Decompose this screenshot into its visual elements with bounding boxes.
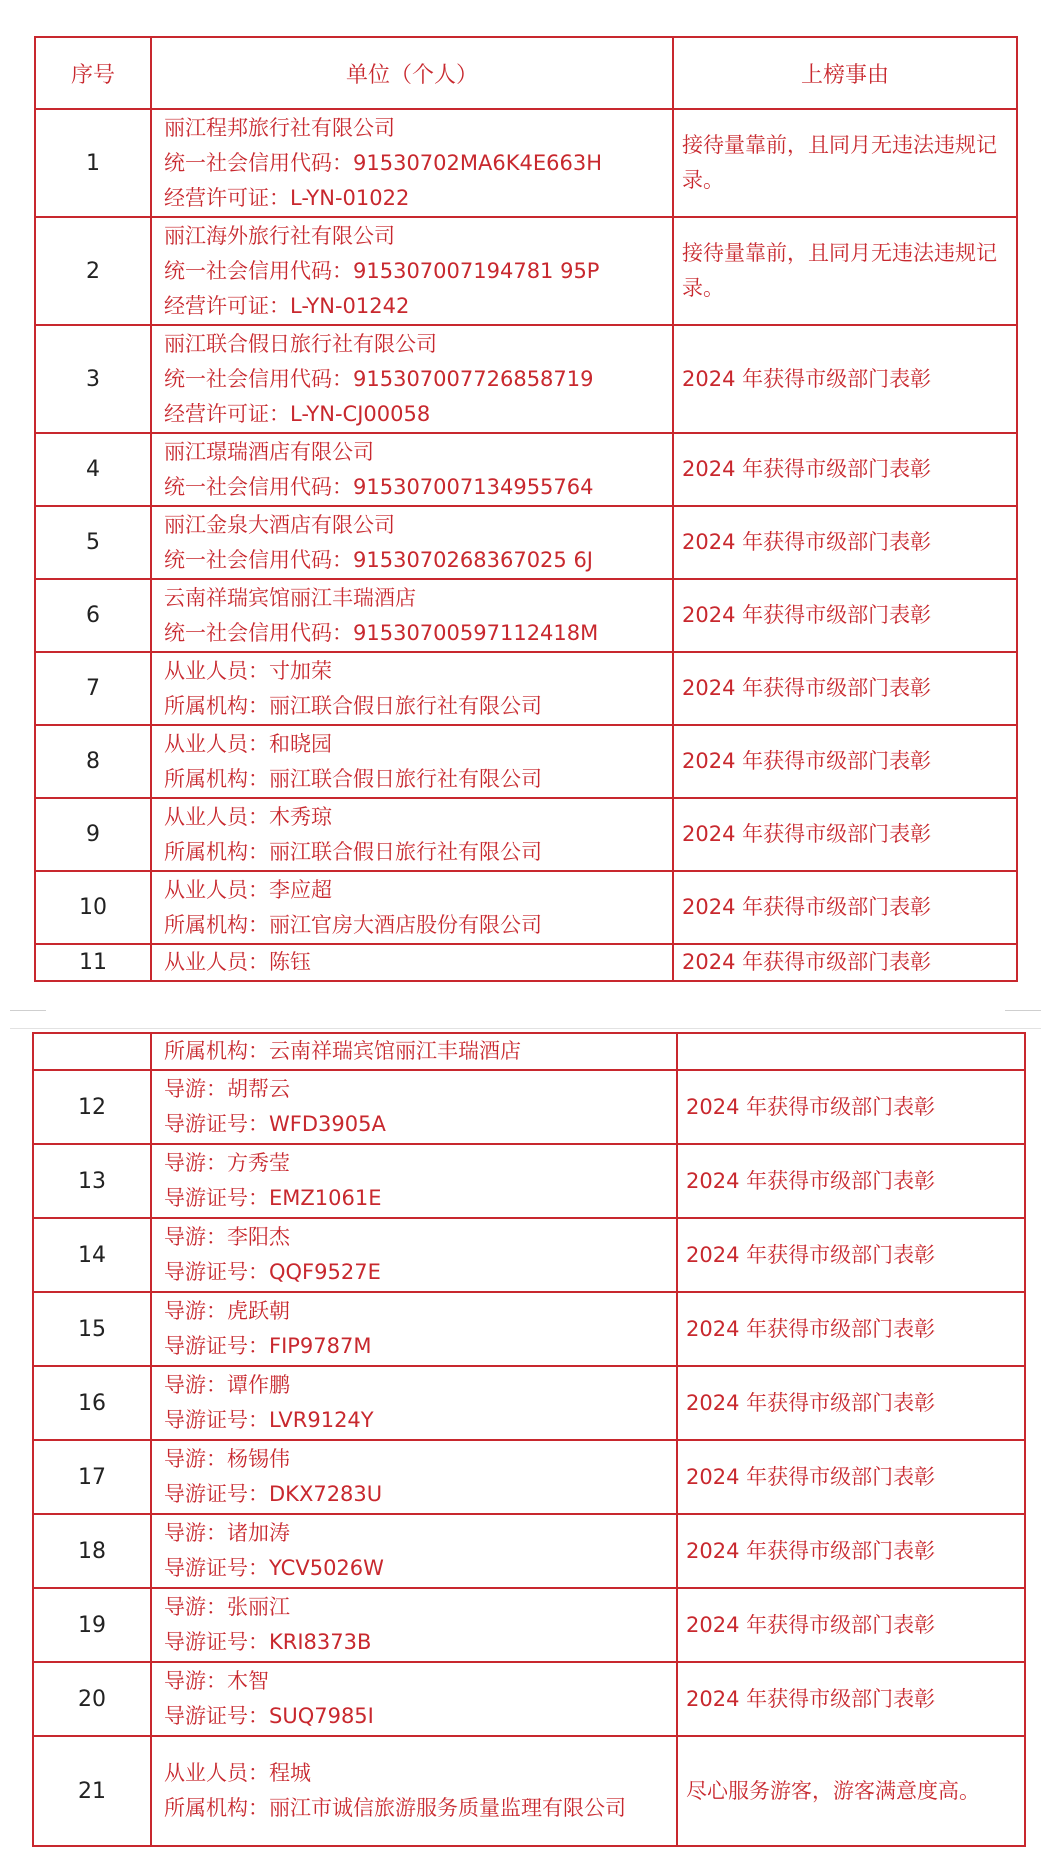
row-seq: 4 <box>35 433 151 506</box>
row-unit <box>151 1736 677 1846</box>
page-edge-mark <box>10 1010 46 1011</box>
row-unit <box>151 652 673 725</box>
table-row <box>35 652 1017 725</box>
unit-line: 统一社会信用代码：9153070268367025 6J <box>164 547 594 572</box>
row-reason <box>673 109 1017 217</box>
table-row <box>35 579 1017 652</box>
unit-line: 从业人员：寸加荣 <box>164 658 332 683</box>
row-reason: 尽心服务游客，游客满意度高。 <box>677 1736 1025 1846</box>
page-edge-mark <box>1005 1010 1041 1011</box>
table-row <box>33 1292 1025 1366</box>
unit-line: 导游：李阳杰 <box>164 1225 290 1249</box>
unit-line: 丽江金泉大酒店有限公司 <box>164 512 395 537</box>
unit-line: 导游：诸加涛 <box>164 1521 290 1545</box>
page-break <box>0 994 1051 1030</box>
row-seq: 11 <box>35 944 151 981</box>
unit-line: 导游：虎跃朝 <box>164 1299 290 1323</box>
table-row <box>35 325 1017 433</box>
row-seq: 20 <box>33 1662 151 1736</box>
unit-line: 所属机构：云南祥瑞宾馆丽江丰瑞酒店 <box>164 1039 521 1063</box>
row-unit <box>151 944 673 981</box>
unit-line: 导游：胡帮云 <box>164 1077 290 1101</box>
row-seq: 1 <box>35 109 151 217</box>
row-reason: 2024 年获得市级部门表彰 <box>677 1588 1025 1662</box>
table-row <box>35 944 1017 981</box>
row-reason: 2024 年获得市级部门表彰 <box>677 1366 1025 1440</box>
unit-line: 所属机构：丽江联合假日旅行社有限公司 <box>164 693 542 718</box>
row-reason <box>677 1033 1025 1070</box>
row-unit <box>151 1033 677 1070</box>
unit-line: 丽江联合假日旅行社有限公司 <box>164 331 437 356</box>
table-row-continued <box>33 1033 1025 1070</box>
row-seq: 2 <box>35 217 151 325</box>
unit-line: 导游：木智 <box>164 1669 269 1693</box>
unit-line: 丽江璟瑞酒店有限公司 <box>164 439 374 464</box>
unit-line: 所属机构：丽江市诚信旅游服务质量监理有限公司 <box>164 1796 626 1820</box>
table-row <box>35 798 1017 871</box>
row-unit <box>151 506 673 579</box>
table-row <box>33 1736 1025 1846</box>
row-seq: 17 <box>33 1440 151 1514</box>
row-reason: 2024 年获得市级部门表彰 <box>673 871 1017 944</box>
row-unit <box>151 725 673 798</box>
row-reason: 2024 年获得市级部门表彰 <box>677 1440 1025 1514</box>
row-unit <box>151 1292 677 1366</box>
unit-line: 导游证号：DKX7283U <box>164 1482 383 1506</box>
unit-line: 丽江海外旅行社有限公司 <box>164 223 395 248</box>
honor-table-part1 <box>34 36 1018 982</box>
header-unit: 单位（个人） <box>151 37 673 109</box>
row-reason: 2024 年获得市级部门表彰 <box>677 1144 1025 1218</box>
row-seq: 19 <box>33 1588 151 1662</box>
row-reason: 2024 年获得市级部门表彰 <box>677 1218 1025 1292</box>
row-reason: 2024 年获得市级部门表彰 <box>673 944 1017 981</box>
row-reason: 2024 年获得市级部门表彰 <box>677 1662 1025 1736</box>
unit-line: 导游证号：FIP9787M <box>164 1334 372 1358</box>
row-unit <box>151 871 673 944</box>
table-row <box>33 1070 1025 1144</box>
table-row <box>33 1514 1025 1588</box>
row-seq: 12 <box>33 1070 151 1144</box>
row-seq: 9 <box>35 798 151 871</box>
unit-line: 从业人员：程城 <box>164 1761 311 1785</box>
row-seq: 7 <box>35 652 151 725</box>
row-seq: 18 <box>33 1514 151 1588</box>
row-unit <box>151 579 673 652</box>
table-row <box>35 871 1017 944</box>
table-row <box>35 109 1017 217</box>
unit-line: 统一社会信用代码：915307007194781 95P <box>164 258 600 283</box>
unit-line: 经营许可证：L-YN-01242 <box>164 293 410 318</box>
unit-line: 导游：谭作鹏 <box>164 1373 290 1397</box>
unit-line: 导游证号：LVR9124Y <box>164 1408 374 1432</box>
unit-line: 从业人员：和晓园 <box>164 731 332 756</box>
header-reason: 上榜事由 <box>673 37 1017 109</box>
unit-line: 云南祥瑞宾馆丽江丰瑞酒店 <box>164 585 416 610</box>
unit-line: 经营许可证：L-YN-CJ00058 <box>164 401 431 426</box>
row-unit <box>151 1514 677 1588</box>
row-reason: 2024 年获得市级部门表彰 <box>673 725 1017 798</box>
unit-line: 从业人员：木秀琼 <box>164 804 332 829</box>
row-unit <box>151 1440 677 1514</box>
row-seq: 13 <box>33 1144 151 1218</box>
unit-line: 导游证号：YCV5026W <box>164 1556 384 1580</box>
row-seq: 16 <box>33 1366 151 1440</box>
row-unit <box>151 109 673 217</box>
row-unit <box>151 1662 677 1736</box>
unit-line: 统一社会信用代码：91530702MA6K4E663H <box>164 150 603 175</box>
table-row <box>33 1218 1025 1292</box>
unit-line: 所属机构：丽江联合假日旅行社有限公司 <box>164 766 542 791</box>
unit-line: 导游：杨锡伟 <box>164 1447 290 1471</box>
page-edge-line <box>10 1028 1041 1029</box>
unit-line: 导游证号：WFD3905A <box>164 1112 386 1136</box>
unit-line: 导游：张丽江 <box>164 1595 290 1619</box>
row-seq: 14 <box>33 1218 151 1292</box>
unit-line: 导游证号：KRI8373B <box>164 1630 372 1654</box>
table-row <box>33 1144 1025 1218</box>
unit-line: 导游证号：EMZ1061E <box>164 1186 382 1210</box>
table-row <box>33 1662 1025 1736</box>
row-unit <box>151 217 673 325</box>
row-unit <box>151 325 673 433</box>
row-seq <box>33 1033 151 1070</box>
row-unit <box>151 1588 677 1662</box>
unit-line: 导游证号：SUQ7985I <box>164 1704 374 1728</box>
row-seq: 21 <box>33 1736 151 1846</box>
unit-line: 统一社会信用代码：915307007134955764 <box>164 474 594 499</box>
row-seq: 15 <box>33 1292 151 1366</box>
table-row <box>33 1366 1025 1440</box>
row-reason: 2024 年获得市级部门表彰 <box>673 798 1017 871</box>
row-unit <box>151 433 673 506</box>
unit-line: 导游证号：QQF9527E <box>164 1260 381 1284</box>
row-seq: 3 <box>35 325 151 433</box>
unit-line: 统一社会信用代码：91530700597112418M <box>164 620 599 645</box>
row-reason: 2024 年获得市级部门表彰 <box>673 579 1017 652</box>
unit-line: 所属机构：丽江官房大酒店股份有限公司 <box>164 912 542 937</box>
honor-table-part2 <box>32 1032 1026 1847</box>
unit-line: 从业人员：李应超 <box>164 877 332 902</box>
unit-line: 丽江程邦旅行社有限公司 <box>164 115 395 140</box>
unit-line: 统一社会信用代码：915307007726858719 <box>164 366 594 391</box>
row-reason: 2024 年获得市级部门表彰 <box>677 1514 1025 1588</box>
row-reason <box>673 217 1017 325</box>
table-row <box>35 217 1017 325</box>
table-row <box>35 506 1017 579</box>
reason-text: 接待量靠前，且同月无违法违规记录。 <box>682 241 997 300</box>
row-reason: 2024 年获得市级部门表彰 <box>673 506 1017 579</box>
reason-text: 接待量靠前，且同月无违法违规记录。 <box>682 133 997 192</box>
row-reason: 2024 年获得市级部门表彰 <box>673 433 1017 506</box>
row-seq: 6 <box>35 579 151 652</box>
row-seq: 5 <box>35 506 151 579</box>
table-row <box>33 1440 1025 1514</box>
unit-line: 导游：方秀莹 <box>164 1151 290 1175</box>
table-row <box>35 433 1017 506</box>
row-reason: 2024 年获得市级部门表彰 <box>673 325 1017 433</box>
header-seq: 序号 <box>35 37 151 109</box>
table-row <box>35 725 1017 798</box>
table-row <box>33 1588 1025 1662</box>
row-seq: 8 <box>35 725 151 798</box>
row-unit <box>151 1070 677 1144</box>
row-unit <box>151 1366 677 1440</box>
row-unit <box>151 1218 677 1292</box>
unit-line: 从业人员：陈钰 <box>164 950 311 974</box>
row-reason: 2024 年获得市级部门表彰 <box>673 652 1017 725</box>
row-reason: 2024 年获得市级部门表彰 <box>677 1070 1025 1144</box>
unit-line: 所属机构：丽江联合假日旅行社有限公司 <box>164 839 542 864</box>
unit-line: 经营许可证：L-YN-01022 <box>164 185 410 210</box>
row-seq: 10 <box>35 871 151 944</box>
row-reason: 2024 年获得市级部门表彰 <box>677 1292 1025 1366</box>
row-unit <box>151 798 673 871</box>
row-unit <box>151 1144 677 1218</box>
